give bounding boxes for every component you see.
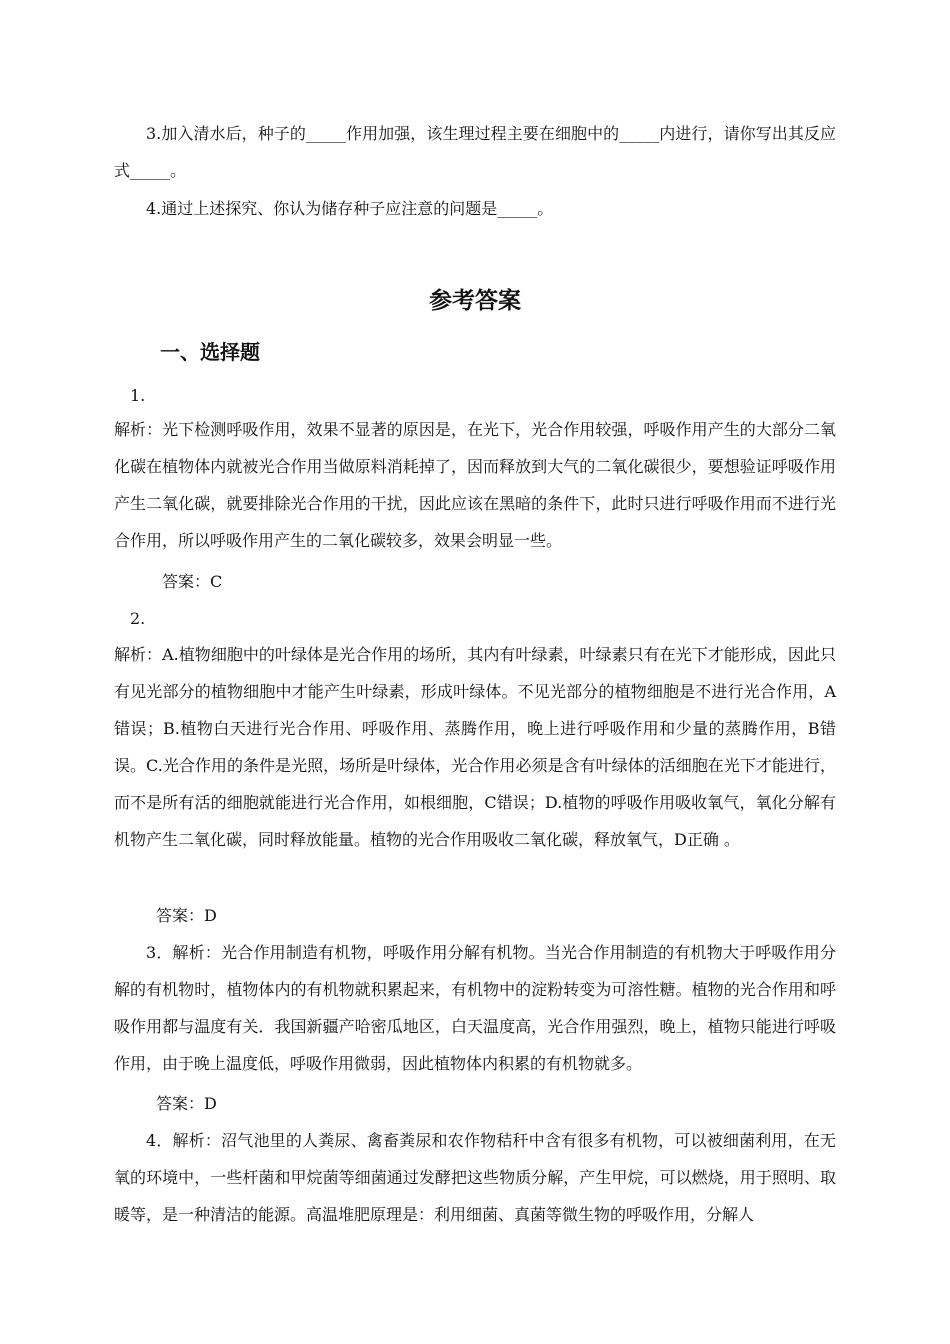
item-3-analysis: 3．解析：光合作用制造有机物，呼吸作用分解有机物。当光合作用制造的有机物大于呼吸作用分解的有机物时，植物体内的有机物就积累起来，有机物中的淀粉转变为可溶性糖。植物的光合作用和呼吸作用都与温度有关．我国新疆产哈密瓜地区，白天温度高，光合作用强烈，晚上，植物只能进行呼吸作用，由于晚上温度低，呼吸作用微弱，因此植物体内积累的有机物就多。 — [114, 943, 836, 1073]
item-2-analysis: 解析：A.植物细胞中的叶绿体是光合作用的场所，其内有叶绿素，叶绿素只有在光下才能形成，因此只有见光部分的植物细胞中才能产生叶绿素，形成叶绿体。不见光部分的植物细胞是不进行光合作用，A错误；B.植物白天进行光合作用、呼吸作用、蒸腾作用，晚上进行呼吸作用和少量的蒸腾作用，B错误。C.光合作用的条件是光照，场所是叶绿体，光合作用必须是含有叶绿体的活细胞在光下才能进行，而不是所有活的细胞就能进行光合作用，如根细胞，C错误；D.植物的呼吸作用吸收氧气，氧化分解有机物产生二氧化碳，同时释放能量。植物的光合作用吸收二氧化碳，释放氧气，D正确 。 — [114, 645, 836, 849]
section-heading: 一、选择题 — [160, 340, 260, 364]
item-4-analysis: 4．解析：沼气池里的人粪尿、禽畜粪尿和农作物秸秆中含有很多有机物，可以被细菌利用，在无氧的环境中，一些杆菌和甲烷菌等细菌通过发酵把这些物质分解，产生甲烷，可以燃烧，用于照明、取暖等，是一种清洁的能源。高温堆肥原理是：利用细菌、真菌等微生物的呼吸作用，分解人 — [114, 1131, 836, 1224]
item-1-answer: 答案：C — [162, 572, 223, 591]
item-2-answer: 答案：D — [156, 906, 217, 925]
item-2-number: 2. — [130, 609, 146, 628]
question-4-text: 4.通过上述探究、你认为储存种子应注意的问题是_____。 — [146, 199, 554, 218]
item-3-answer: 答案：D — [156, 1094, 217, 1113]
item-1-number: 1. — [130, 386, 146, 405]
question-3-text: 3.加入清水后，种子的_____作用加强，该生理过程主要在细胞中的_____内进行，请你写出其反应式_____。 — [114, 124, 836, 180]
item-1-analysis: 解析：光下检测呼吸作用，效果不显著的原因是，在光下，光合作用较强，呼吸作用产生的大部分二氧化碳在植物体内就被光合作用当做原料消耗掉了，因而释放到大气的二氧化碳很少，要想验证呼吸作用产生二氧化碳，就要排除光合作用的干扰，因此应该在黑暗的条件下，此时只进行呼吸作用而不进行光合作用，所以呼吸作用产生的二氧化碳较多，效果会明显一些。 — [114, 420, 836, 550]
answers-title: 参考答案 — [429, 288, 521, 314]
